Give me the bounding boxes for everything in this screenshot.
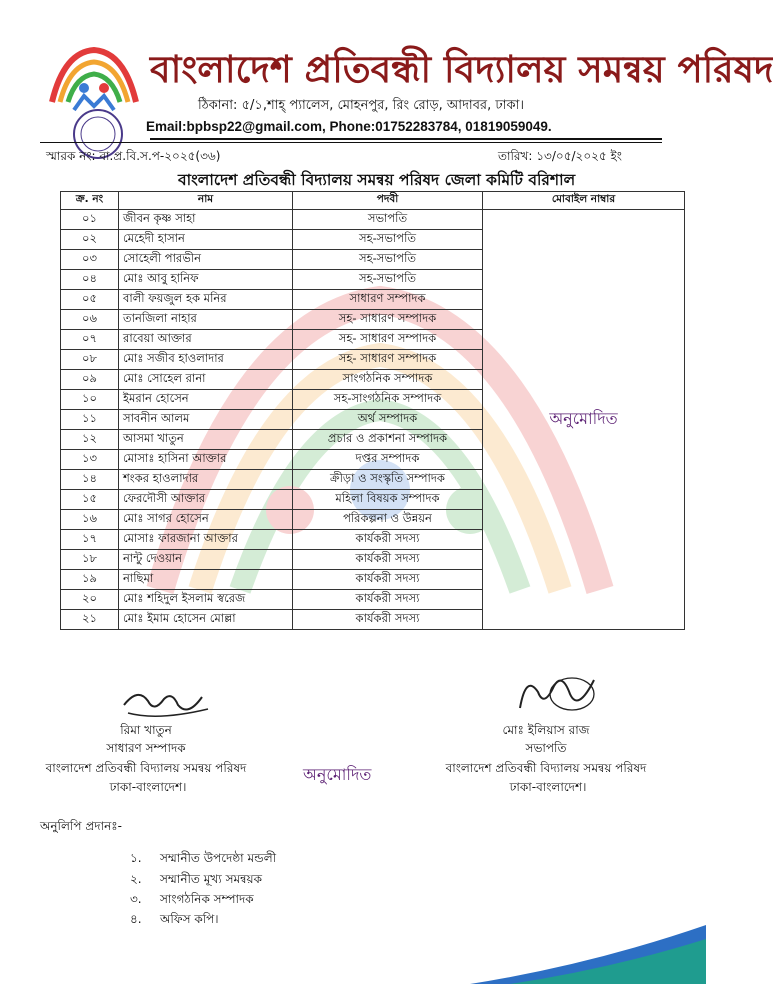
cell-name: মোঃ সোহেল রানা (119, 370, 293, 390)
cell-serial: ০৩ (61, 250, 119, 270)
cell-name: শংকর হাওলাদার (119, 470, 293, 490)
memo-number: স্মারক নং: বা.প্র.বি.স.প-২০২৫(৩৬) (46, 149, 221, 163)
cell-name: মোসাঃ হাসিনা আক্তার (119, 450, 293, 470)
signature-right (512, 668, 602, 720)
copy-item: ২. সম্মানীত মূখ্য সমন্বয়ক (130, 872, 262, 886)
cell-position: সাংগঠনিক সম্পাদক (293, 370, 483, 390)
left-signer-name: রিমা খাতুন (120, 723, 172, 737)
cell-serial: ১৯ (61, 570, 119, 590)
cell-position: সহ- সাধারণ সম্পাদক (293, 350, 483, 370)
cell-name: তানজিলা নাহার (119, 310, 293, 330)
cell-position: কার্যকরী সদস্য (293, 530, 483, 550)
org-address: ঠিকানা: ৫/১,শাহ্ প্যালেস, মোহনপুর, রিং রোড়, আদাবর, ঢাকা। (198, 98, 524, 113)
cell-serial: ২০ (61, 590, 119, 610)
cell-serial: ০৮ (61, 350, 119, 370)
committee-table (60, 191, 685, 630)
cell-position: সহ-সভাপতি (293, 270, 483, 290)
cell-name: মোঃ আবু হানিফ (119, 270, 293, 290)
cell-serial: ১২ (61, 430, 119, 450)
cell-position: সহ- সাধারণ সম্পাদক (293, 310, 483, 330)
cell-serial: ২১ (61, 610, 119, 630)
cell-name: মেহেদী হাসান (119, 230, 293, 250)
cell-serial: ০২ (61, 230, 119, 250)
cell-position: অর্থ সম্পাদক (293, 410, 483, 430)
org-contact: Email:bpbsp22@gmail.com, Phone:01752283784, 01819059049. (146, 119, 552, 134)
cell-position: সহ- সাধারণ সম্পাদক (293, 330, 483, 350)
cell-position: মহিলা বিষয়ক সম্পাদক (293, 490, 483, 510)
cell-serial: ০১ (61, 210, 119, 230)
cell-name: সোহেলী পারভীন (119, 250, 293, 270)
left-signer-place: ঢাকা-বাংলাদেশ। (109, 780, 187, 794)
right-signer-place: ঢাকা-বাংলাদেশ। (509, 780, 587, 794)
left-signer-org: বাংলাদেশ প্রতিবন্ধী বিদ্যালয় সমন্বয় পরিষদ (45, 761, 247, 775)
committee-title: বাংলাদেশ প্রতিবন্ধী বিদ্যালয় সমন্বয় পরিষদ জেলা কমিটি বরিশাল (178, 171, 576, 189)
cell-serial: ০৭ (61, 330, 119, 350)
cell-position: দপ্তর সম্পাদক (293, 450, 483, 470)
cell-serial: ০৫ (61, 290, 119, 310)
table-row (61, 210, 685, 230)
approved-stamp-table: অনুমোদিত (549, 409, 618, 428)
cell-serial: ০৯ (61, 370, 119, 390)
cell-position: সহ-সভাপতি (293, 250, 483, 270)
cell-serial: ১৩ (61, 450, 119, 470)
cell-name: মোঃ ইমাম হোসেন মোল্লা (119, 610, 293, 630)
right-signer-org: বাংলাদেশ প্রতিবন্ধী বিদ্যালয় সমন্বয় পরিষদ (445, 761, 647, 775)
col-header-name: নাম (119, 192, 293, 210)
cell-name: ফেরদৌসী আক্তার (119, 490, 293, 510)
copy-distribution-label: অনুলিপি প্রদানঃ- (40, 819, 122, 833)
cell-serial: ১৮ (61, 550, 119, 570)
cell-name: মোসাঃ ফারজানা আক্তার (119, 530, 293, 550)
letter-date: তারিখ: ১৩/০৫/২০২৫ ইং (498, 149, 622, 163)
cell-serial: ১০ (61, 390, 119, 410)
cell-serial: ১৪ (61, 470, 119, 490)
copy-item: ৩. সাংগঠনিক সম্পাদক (130, 892, 254, 906)
cell-name: আসমা খাতুন (119, 430, 293, 450)
cell-name: সাবনীন আলম (119, 410, 293, 430)
approved-stamp-footer: অনুমোদিত (303, 765, 372, 784)
cell-position: সাধারণ সম্পাদক (293, 290, 483, 310)
signature-left (118, 683, 214, 723)
cell-name: জীবন কৃষ্ণ সাহা (119, 210, 293, 230)
cell-position: পরিকল্পনা ও উন্নয়ন (293, 510, 483, 530)
cell-position: কার্যকরী সদস্য (293, 590, 483, 610)
right-signer-name: মোঃ ইলিয়াস রাজ (502, 723, 590, 737)
col-header-serial: ক্র. নং (61, 192, 119, 210)
cell-position: কার্যকরী সদস্য (293, 610, 483, 630)
cell-name: বালী ফয়জুল হক মনির (119, 290, 293, 310)
table-header-row (61, 192, 685, 210)
cell-serial: ০৬ (61, 310, 119, 330)
left-signer-designation: সাধারণ সম্পাদক (106, 741, 186, 755)
cell-serial: ১১ (61, 410, 119, 430)
cell-serial: ১৬ (61, 510, 119, 530)
corner-wave-decoration (470, 925, 706, 984)
header-rule (150, 138, 662, 140)
committee-table-body (61, 210, 685, 630)
cell-name: রাবেয়া আক্তার (119, 330, 293, 350)
cell-name: মোঃ সাগর হোসেন (119, 510, 293, 530)
cell-name: মোঃ শহিদুল ইসলাম স্বরেজ (119, 590, 293, 610)
col-header-position: পদবী (293, 192, 483, 210)
cell-serial: ০৪ (61, 270, 119, 290)
copy-item: ১. সম্মানীত উপদেষ্ঠা মন্ডলী (130, 851, 277, 865)
cell-mobile-merged (483, 210, 685, 630)
cell-name: নাছিমা (119, 570, 293, 590)
cell-position: সভাপতি (293, 210, 483, 230)
cell-position: সহ-সভাপতি (293, 230, 483, 250)
header-rule-thin (40, 142, 662, 143)
cell-position: ক্রীড়া ও সংস্কৃতি সম্পাদক (293, 470, 483, 490)
right-signer-designation: সভাপতি (525, 741, 567, 755)
col-header-mobile: মোবাইল নাম্বার (483, 192, 685, 210)
copy-item: ৪. অফিস কপি। (130, 912, 219, 926)
cell-position: প্রচার ও প্রকাশনা সম্পাদক (293, 430, 483, 450)
cell-position: কার্যকরী সদস্য (293, 550, 483, 570)
cell-position: সহ-সাংগঠনিক সম্পাদক (293, 390, 483, 410)
cell-serial: ১৭ (61, 530, 119, 550)
cell-serial: ১৫ (61, 490, 119, 510)
cell-name: নান্টু দেওয়ান (119, 550, 293, 570)
cell-position: কার্যকরী সদস্য (293, 570, 483, 590)
org-title: বাংলাদেশ প্রতিবন্ধী বিদ্যালয় সমন্বয় পরিষদ (150, 47, 773, 91)
cell-name: মোঃ সজীব হাওলাদার (119, 350, 293, 370)
cell-name: ইমরান হোসেন (119, 390, 293, 410)
